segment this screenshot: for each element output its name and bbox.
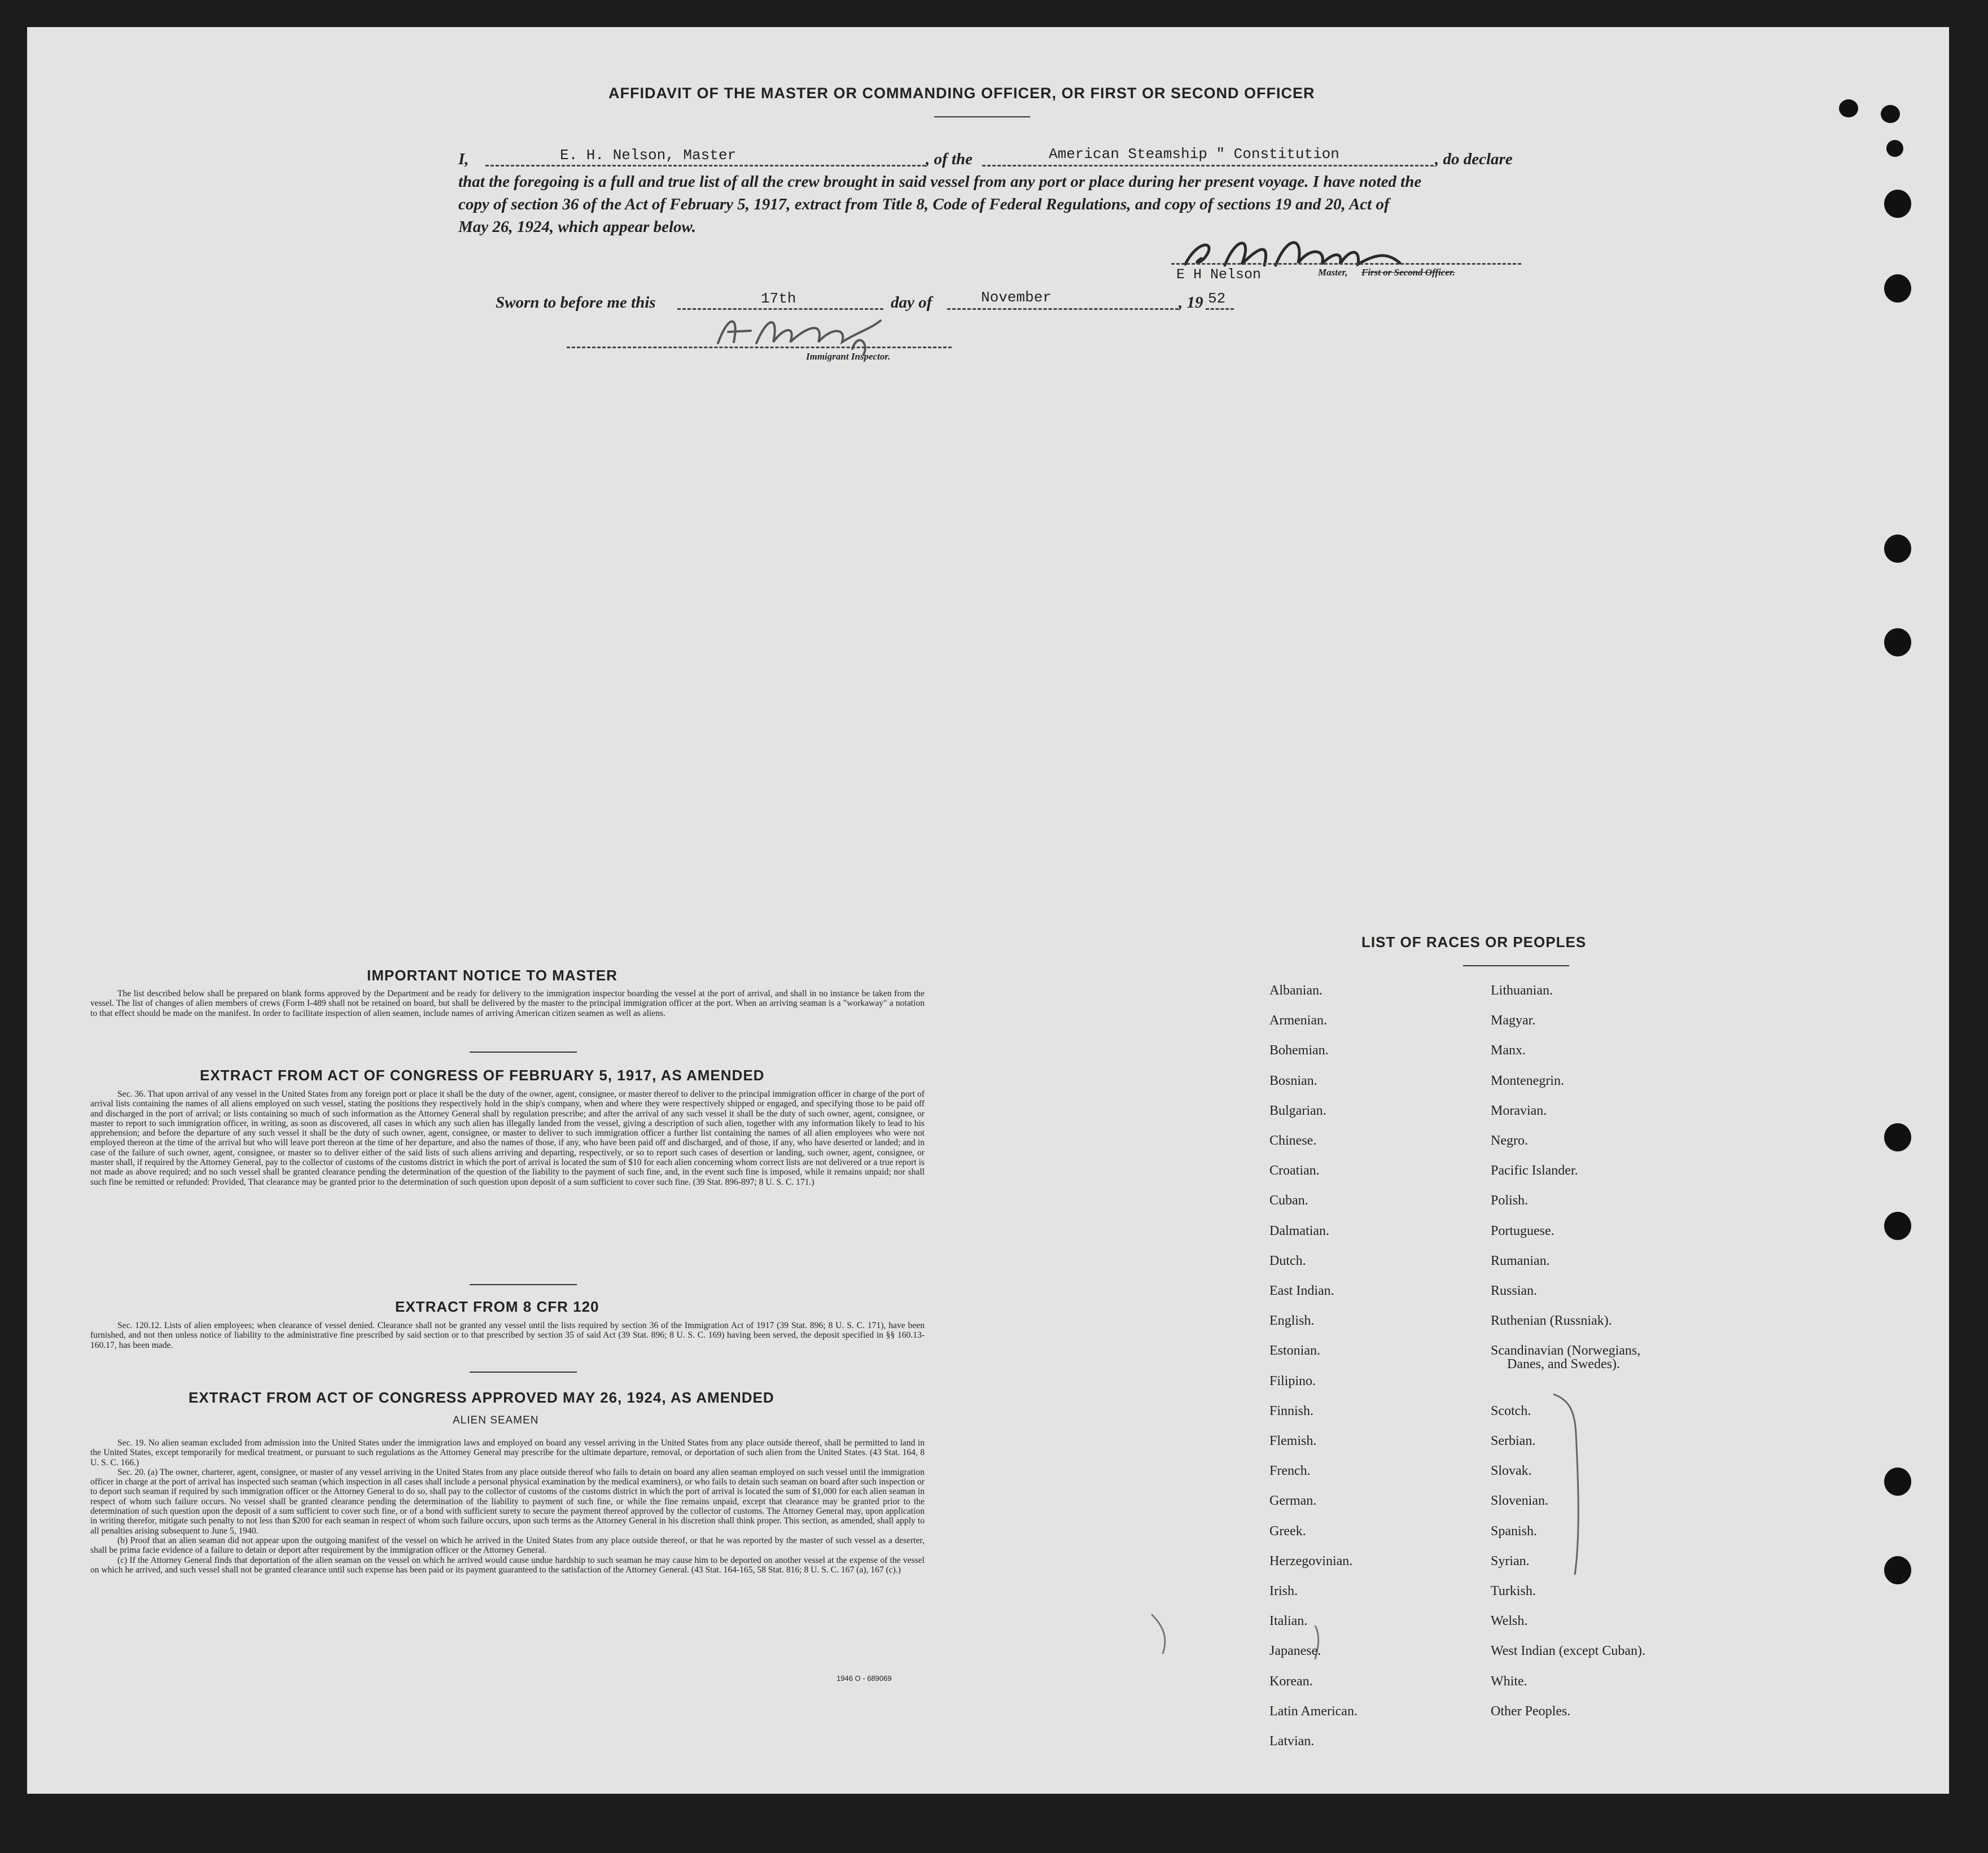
race-item: Bulgarian. — [1269, 1103, 1326, 1118]
race-item: Rumanian. — [1491, 1253, 1550, 1268]
master-name: E. H. Nelson, Master — [560, 147, 737, 164]
race-item: Spanish. — [1491, 1523, 1538, 1539]
affidavit-title: AFFIDAVIT OF THE MASTER OR COMMANDING OFFICER, OR FIRST OR SECOND OFFICER — [608, 85, 1315, 102]
signature-line — [1171, 263, 1521, 265]
sec-20c-text: (c) If the Attorney General finds that deportation of the alien seaman on the vessel on which he arrived would cause undue hardship to such seaman he may cause him to be deported on another vessel at the expense of the vessel on which he arrived, and such vessel shall not be granted clearance until such expense has been paid or its payment guaranteed to the satisfaction of the Attorney General. (43 Stat. 164-165, 58 Stat. 816; 8 U. S. C. 167 (a), 167 (c).) — [90, 1555, 925, 1575]
race-item: Montenegrin. — [1491, 1073, 1564, 1088]
sec-20b-text: (b) Proof that an alien seaman did not appear upon the outgoing manifest of the vessel on which he arrived in the United States from any place outside thereof, or that he was reported by the master of such vessel as a deserter, shall be prima facie evidence of a failure to detain or deport after requirement by the immigration officer or the Attorney General. — [90, 1535, 925, 1556]
extract-1924-subtitle: ALIEN SEAMEN — [453, 1414, 539, 1426]
race-item: Latin American. — [1269, 1703, 1358, 1719]
sworn-month-line — [947, 308, 1179, 310]
race-item: English. — [1269, 1313, 1315, 1329]
race-item: Moravian. — [1491, 1103, 1547, 1118]
race-item: Cuban. — [1269, 1193, 1308, 1208]
race-item: Turkish. — [1491, 1584, 1536, 1598]
race-item: Finnish. — [1269, 1403, 1314, 1418]
race-item: Other Peoples. — [1491, 1703, 1571, 1719]
extract-1917-block — [90, 1089, 925, 1187]
vessel-name: American Steamship " Constitution — [1049, 146, 1339, 163]
race-item: Japanese. — [1269, 1644, 1321, 1659]
race-item: Korean. — [1269, 1674, 1313, 1689]
race-item: Bohemian. — [1269, 1043, 1329, 1058]
race-item: Italian. — [1269, 1614, 1308, 1629]
binder-hole — [1884, 628, 1911, 656]
extract-cfr-block — [90, 1321, 925, 1350]
race-item: Bosnian. — [1269, 1073, 1317, 1088]
race-item: Dutch. — [1269, 1253, 1306, 1268]
binder-hole — [1884, 535, 1911, 563]
race-item: West Indian (except Cuban). — [1491, 1644, 1645, 1659]
race-item: Estonian. — [1269, 1343, 1320, 1359]
binder-hole — [1884, 1212, 1911, 1240]
binder-hole — [1884, 1556, 1911, 1584]
signature-caption-master: Master, — [1318, 267, 1348, 278]
year-prefix: , 19 — [1179, 293, 1203, 312]
race-item: Slovenian. — [1491, 1493, 1548, 1509]
binder-hole — [1884, 1123, 1911, 1151]
extract-cfr-divider — [470, 1372, 577, 1373]
race-item: Croatian. — [1269, 1163, 1320, 1179]
sworn-day: 17th — [761, 290, 796, 307]
race-item: Magyar. — [1491, 1013, 1536, 1028]
race-item: Ruthenian (Russniak). — [1491, 1313, 1612, 1329]
inspector-signature-line — [567, 347, 952, 348]
race-item: Serbian. — [1491, 1434, 1536, 1448]
notice-text: The list described below shall be prepared on blank forms approved by the Department and be ready for delivery to the immigration inspector boarding the vessel at the port of arrival, and shall in no instance be taken from the vessel. The list of changes of alien members of crews (Form I-489 shall not be retained on board, but shall be delivered by the master to the principal immigration officer at the port. When an arriving seaman is a "workaway" a notation to that effect should be made on the manifest. In order to facilitate inspection of alien seamen, include names of arriving American citizen seamen as well as aliens. — [90, 989, 925, 1018]
affidavit-line-2: that the foregoing is a full and true list of all the crew brought in said vessel from any port or place during her present voyage. I have noted the — [458, 173, 1422, 191]
race-item: Herzegovinian. — [1269, 1553, 1353, 1569]
binder-hole — [1881, 105, 1900, 123]
scandinavian-continuation: Danes, and Swedes). — [1507, 1357, 1620, 1372]
extract-1917-title: EXTRACT FROM ACT OF CONGRESS OF FEBRUARY 5, 1917, AS AMENDED — [200, 1067, 765, 1084]
day-of-label: day of — [891, 293, 932, 312]
extract-1917-text: Sec. 36. That upon arrival of any vessel in the United States from any foreign port or place it shall be the duty of the owner, agent, consignee, or master thereof to deliver to the principal immigration officer in charge of the port of arrival lists containing the names of all aliens employed on such vessel, stating the positions they respectively hold in the ship's company, when and where they were respectively shipped or engaged, and specifying those to be paid off and discharged in the port of arrival; or lists containing so much of such information as the Attorney General shall by regulation prescribe; and after the arrival of any such vessel it shall be the duty of such owner, agent, consignee, or master to report to such immigration officer, in writing, as soon as discovered, all cases in which any such alien has illegally landed from the vessel, giving a description of such alien, together with any information likely to lead to his apprehension; and before the departure of any such vessel it shall be the duty of such owner, agent, consignee, or master to deliver to such immigration officer a further list containing the names of all alien employees who were not employed thereon at the time of the arrival but who will leave port thereon at the time of her departure, and also the names of those, if any, who have been paid off and discharged, and of those, if any, who have deserted or landed; and in case of the failure of such owner, agent, consignee, or master so to deliver either of the said lists of such aliens arriving and departing, respectively, or so to report such cases of desertion or landing, such owner, agent, consignee, or master shall, if required by the Attorney General, pay to the collector of customs of the customs district in which the port of arrival is located the sum of $10 for each alien concerning whom correct lists are not delivered or a true report is not made as above required; and no such vessel shall be granted clearance pending the determination of the question of the liability to the payment of such fine, and, in the event such fine is imposed, while it remains unpaid; nor shall such fine be remitted or refunded: Provided, That clearance may be granted prior to the determination of such question upon deposit of a sum sufficient to cover such fine. (39 Stat. 896-897; 8 U. S. C. 171.) — [90, 1089, 925, 1187]
binder-hole — [1884, 1467, 1911, 1496]
race-item: Armenian. — [1269, 1013, 1327, 1028]
of-the-label: , of the — [926, 150, 973, 168]
binder-hole — [1884, 274, 1911, 303]
binder-hole — [1886, 140, 1903, 157]
race-item: Scandinavian (Norwegians, — [1491, 1343, 1641, 1359]
race-item: Slovak. — [1491, 1464, 1532, 1479]
race-item: Albanian. — [1269, 983, 1323, 998]
printer-code: 1946 O - 689069 — [837, 1674, 892, 1683]
vessel-name-line — [982, 165, 1434, 167]
race-item: Dalmatian. — [1269, 1223, 1329, 1238]
race-item: Portuguese. — [1491, 1223, 1555, 1238]
binder-hole — [1839, 99, 1858, 117]
race-item: Scotch. — [1491, 1403, 1531, 1418]
sworn-prefix: Sworn to before me this — [496, 293, 656, 312]
race-item: Irish. — [1269, 1584, 1298, 1598]
signature-typed-name: E H Nelson — [1176, 266, 1262, 283]
race-item: Syrian. — [1491, 1553, 1530, 1569]
race-item: Manx. — [1491, 1043, 1526, 1058]
sec-20a-text: Sec. 20. (a) The owner, charterer, agent, consignee, or master of any vessel arriving in the United States from any place outside thereof who fails to detain on board any alien seaman employed on such vessel until the immigration officer in charge at the port of arrival has inspected such seaman (which inspection in all cases shall include a personal physical examination by the medical examiners), or who fails to detain such seaman on board after such inspection or to deport such seaman if required by such immigration officer or the Attorney General to do so, shall pay to the collector of customs of the customs district in which the port of arrival is located the sum of $1,000 for each alien seaman in respect of whom such failure occurs. No vessel shall be granted clearance pending the determination of the liability to payment of such fine, or while the fine remains unpaid, except that clearance may be granted prior to the determination of such question upon the deposit of a sum sufficient to cover such fine, or of a bond with sufficient surety to secure the payment thereof approved by the collector of customs. The Attorney General may, upon application in writing therefor, mitigate such penalty to not less than $200 for each seaman in respect of whom such failure occurs, upon such terms as the Attorney General in his discretion shall think proper. This section, as amended, shall apply to all penalties arising subsequent to June 5, 1940. — [90, 1467, 925, 1536]
race-item: White. — [1491, 1674, 1527, 1689]
race-item: Russian. — [1491, 1283, 1538, 1298]
notice-text-block — [90, 989, 925, 1018]
inspector-caption: Immigrant Inspector. — [806, 351, 891, 362]
extract-cfr-text: Sec. 120.12. Lists of alien employees; when clearance of vessel denied. Clearance shall not be granted any vessel until the lists required by section 36 of the Immigration Act of 1917 (39 Stat. 896; 8 U. S. C. 171), have been furnished, and not then unless notice of liability to the administrative fine prescribed by said section or to that prescribed by section 35 of said Act (39 Stat. 896; 8 U. S. C. 169) having been served, the deposit specified in §§ 160.13-160.17, has been made. — [90, 1321, 925, 1350]
race-item: Chinese. — [1269, 1133, 1317, 1148]
signature-caption-struck: First or Second Officer. — [1361, 267, 1455, 278]
races-divider — [1463, 965, 1569, 966]
race-item: Flemish. — [1269, 1434, 1317, 1448]
extract-cfr-title: EXTRACT FROM 8 CFR 120 — [395, 1298, 599, 1315]
race-item: East Indian. — [1269, 1283, 1334, 1298]
extract-1924-block — [90, 1438, 925, 1575]
extract-1924-title: EXTRACT FROM ACT OF CONGRESS APPROVED MAY 26, 1924, AS AMENDED — [189, 1389, 774, 1406]
race-item: Lithuanian. — [1491, 983, 1553, 998]
races-title: LIST OF RACES OR PEOPLES — [1361, 934, 1587, 950]
master-name-line — [485, 165, 926, 167]
sworn-year-line — [1206, 308, 1234, 310]
race-item: Latvian. — [1269, 1734, 1315, 1749]
title-divider — [934, 116, 1030, 117]
notice-title: IMPORTANT NOTICE TO MASTER — [367, 967, 618, 984]
notice-divider — [470, 1052, 577, 1053]
race-item: French. — [1269, 1464, 1311, 1479]
extract-1917-divider — [470, 1284, 577, 1285]
do-declare-label: , do declare — [1435, 150, 1513, 168]
race-item: Greek. — [1269, 1523, 1306, 1539]
sworn-month: November — [981, 289, 1052, 306]
affidavit-line-3: copy of section 36 of the Act of February 5, 1917, extract from Title 8, Code of Federal Regulations, and copy of sections 19 and 20, Act of — [458, 195, 1390, 213]
race-item: German. — [1269, 1493, 1317, 1509]
sec-19-text: Sec. 19. No alien seaman excluded from admission into the United States under the immigration laws and employed on board any vessel arriving in the United States from any place outside thereof, shall be permitted to land in the United States, except temporarily for medical treatment, or pursuant to such regulations as the Attorney General may prescribe for the ultimate departure, removal, or deportation of such alien from the United States. (43 Stat. 164, 8 U. S. C. 166.) — [90, 1438, 925, 1467]
race-item: Polish. — [1491, 1193, 1529, 1208]
race-item: Pacific Islander. — [1491, 1163, 1578, 1179]
race-item: Welsh. — [1491, 1614, 1528, 1629]
affidavit-line-4: May 26, 1924, which appear below. — [458, 218, 697, 236]
sworn-year: 52 — [1208, 290, 1226, 307]
affidavit-i: I, — [458, 150, 469, 168]
race-item: Filipino. — [1269, 1373, 1316, 1388]
binder-hole — [1884, 190, 1911, 218]
race-item: Negro. — [1491, 1133, 1528, 1148]
